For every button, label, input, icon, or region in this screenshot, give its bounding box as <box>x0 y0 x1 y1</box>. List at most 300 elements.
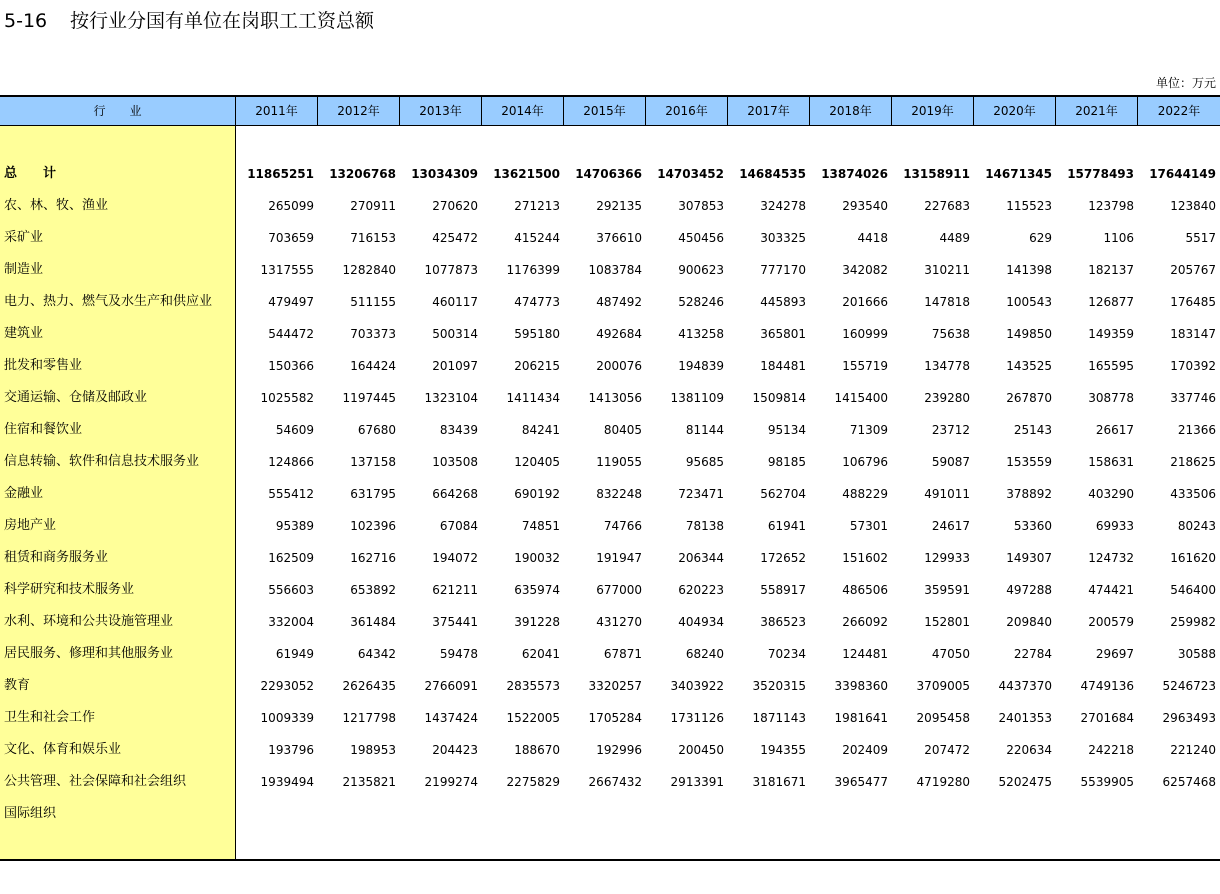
cell-value: 84241 <box>521 423 560 437</box>
cell-value: 83439 <box>439 423 478 437</box>
cell-value: 74851 <box>521 519 560 533</box>
cell-value: 832248 <box>596 487 642 501</box>
cell-value: 161620 <box>1170 551 1216 565</box>
cell-value: 25143 <box>1013 423 1052 437</box>
cell-value: 71309 <box>849 423 888 437</box>
cell-value: 61949 <box>275 647 314 661</box>
cell-value: 202409 <box>842 743 888 757</box>
cell-value: 1217798 <box>342 711 396 725</box>
table-row <box>0 286 1220 318</box>
cell-value: 194839 <box>678 359 724 373</box>
cell-value: 703373 <box>350 327 396 341</box>
row-label: 采矿业 <box>4 230 44 245</box>
cell-value: 129933 <box>924 551 970 565</box>
cell-value: 562704 <box>760 487 806 501</box>
cell-value: 149850 <box>1006 327 1052 341</box>
table-number: 5-16 <box>4 10 48 32</box>
cell-value: 342082 <box>842 263 888 277</box>
cell-value: 332004 <box>268 615 314 629</box>
cell-value: 375441 <box>432 615 478 629</box>
cell-value: 206215 <box>514 359 560 373</box>
cell-value: 445893 <box>760 295 806 309</box>
row-label: 交通运输、仓储及邮政业 <box>4 390 148 405</box>
cell-value: 425472 <box>432 231 478 245</box>
cell-value: 378892 <box>1006 487 1052 501</box>
cell-value: 492684 <box>596 327 642 341</box>
cell-value: 3181671 <box>752 775 806 789</box>
cell-value <box>317 798 399 830</box>
cell-value: 1077873 <box>424 263 478 277</box>
cell-value: 1025582 <box>260 391 314 405</box>
cell-value: 75638 <box>931 327 970 341</box>
cell-value: 376610 <box>596 231 642 245</box>
header-year: 2015年 <box>563 97 645 125</box>
row-label: 信息转输、软件和信息技术服务业 <box>4 454 200 469</box>
header-year: 2014年 <box>481 97 563 125</box>
header-year: 2018年 <box>809 97 891 125</box>
cell-value: 106796 <box>842 455 888 469</box>
cell-value: 621211 <box>432 583 478 597</box>
cell-value: 59478 <box>439 647 478 661</box>
cell-value: 200076 <box>596 359 642 373</box>
cell-value: 164424 <box>350 359 396 373</box>
cell-value: 1413056 <box>588 391 642 405</box>
cell-value: 1437424 <box>424 711 478 725</box>
cell-value: 677000 <box>596 583 642 597</box>
cell-value: 528246 <box>678 295 724 309</box>
cell-value: 403290 <box>1088 487 1134 501</box>
cell-value: 620223 <box>678 583 724 597</box>
cell-value: 1411434 <box>506 391 560 405</box>
cell-value: 271213 <box>514 199 560 213</box>
row-label: 金融业 <box>4 486 44 501</box>
cell-value: 365801 <box>760 327 806 341</box>
cell-value <box>399 798 481 830</box>
cell-value: 433506 <box>1170 487 1216 501</box>
cell-value: 149359 <box>1088 327 1134 341</box>
cell-value: 307853 <box>678 199 724 213</box>
cell-value: 165595 <box>1088 359 1134 373</box>
cell-value: 4437370 <box>998 679 1052 693</box>
cell-value: 115523 <box>1006 199 1052 213</box>
cell-value: 183147 <box>1170 327 1216 341</box>
cell-value: 5517 <box>1185 231 1216 245</box>
table-row <box>0 734 1220 766</box>
cell-value: 664268 <box>432 487 478 501</box>
table-row <box>0 542 1220 574</box>
cell-value <box>481 798 563 830</box>
cell-value: 2199274 <box>424 775 478 789</box>
table-row <box>0 798 1220 830</box>
row-label: 居民服务、修理和其他服务业 <box>4 646 174 661</box>
cell-value: 310211 <box>924 263 970 277</box>
cell-value: 13034309 <box>411 167 478 181</box>
cell-value: 5246723 <box>1162 679 1216 693</box>
header-year: 2013年 <box>399 97 481 125</box>
cell-value: 460117 <box>432 295 478 309</box>
cell-value: 124866 <box>268 455 314 469</box>
cell-value: 487492 <box>596 295 642 309</box>
cell-value: 24617 <box>931 519 970 533</box>
cell-value: 124481 <box>842 647 888 661</box>
cell-value: 386523 <box>760 615 806 629</box>
cell-value: 80243 <box>1177 519 1216 533</box>
cell-value: 182137 <box>1088 263 1134 277</box>
cell-value: 147818 <box>924 295 970 309</box>
cell-value: 61941 <box>767 519 806 533</box>
row-label: 制造业 <box>4 262 44 277</box>
cell-value: 723471 <box>678 487 724 501</box>
cell-value: 62041 <box>521 647 560 661</box>
cell-value: 500314 <box>432 327 478 341</box>
cell-value: 1509814 <box>752 391 806 405</box>
cell-value: 191947 <box>596 551 642 565</box>
cell-value: 293540 <box>842 199 888 213</box>
cell-value: 134778 <box>924 359 970 373</box>
cell-value: 1106 <box>1103 231 1134 245</box>
cell-value: 2135821 <box>342 775 396 789</box>
cell-value: 413258 <box>678 327 724 341</box>
cell-value: 103508 <box>432 455 478 469</box>
cell-value: 53360 <box>1013 519 1052 533</box>
cell-value: 511155 <box>350 295 396 309</box>
table-row <box>0 222 1220 254</box>
cell-value: 149307 <box>1006 551 1052 565</box>
cell-value: 1381109 <box>670 391 724 405</box>
cell-value: 227683 <box>924 199 970 213</box>
cell-value <box>645 798 727 830</box>
cell-value: 1323104 <box>424 391 478 405</box>
cell-value: 67680 <box>357 423 396 437</box>
unit-label: 单位：万元 <box>1155 76 1216 90</box>
cell-value: 359591 <box>924 583 970 597</box>
cell-value: 17644149 <box>1149 167 1216 181</box>
cell-value: 119055 <box>596 455 642 469</box>
cell-value: 81144 <box>685 423 724 437</box>
header-year: 2022年 <box>1137 97 1220 125</box>
cell-value: 95134 <box>767 423 806 437</box>
cell-value: 192996 <box>596 743 642 757</box>
cell-value: 152801 <box>924 615 970 629</box>
row-label: 总 计 <box>4 166 57 181</box>
cell-value: 209840 <box>1006 615 1052 629</box>
cell-value: 102396 <box>350 519 396 533</box>
row-label: 租赁和商务服务业 <box>4 550 109 565</box>
cell-value: 15778493 <box>1067 167 1134 181</box>
cell-value: 270620 <box>432 199 478 213</box>
cell-value: 162716 <box>350 551 396 565</box>
cell-value: 153559 <box>1006 455 1052 469</box>
cell-value: 1871143 <box>752 711 806 725</box>
cell-value: 23712 <box>931 423 970 437</box>
cell-value: 67084 <box>439 519 478 533</box>
cell-value: 3398360 <box>834 679 888 693</box>
cell-value: 14684535 <box>739 167 806 181</box>
cell-value: 4719280 <box>916 775 970 789</box>
cell-value: 900623 <box>678 263 724 277</box>
cell-value: 450456 <box>678 231 724 245</box>
cell-value: 54609 <box>275 423 314 437</box>
cell-value: 474773 <box>514 295 560 309</box>
cell-value: 2626435 <box>342 679 396 693</box>
cell-value: 100543 <box>1006 295 1052 309</box>
cell-value: 1009339 <box>260 711 314 725</box>
cell-value: 653892 <box>350 583 396 597</box>
cell-value: 204423 <box>432 743 478 757</box>
cell-value: 29697 <box>1095 647 1134 661</box>
cell-value: 198953 <box>350 743 396 757</box>
cell-value: 488229 <box>842 487 888 501</box>
table-title: 按行业分国有单位在岗职工工资总额 <box>70 10 375 32</box>
cell-value: 5202475 <box>998 775 1052 789</box>
cell-value: 206344 <box>678 551 724 565</box>
cell-value: 4489 <box>939 231 970 245</box>
cell-value: 188670 <box>514 743 560 757</box>
cell-value: 3965477 <box>834 775 888 789</box>
cell-value: 67871 <box>603 647 642 661</box>
cell-value: 431270 <box>596 615 642 629</box>
cell-value: 3520315 <box>752 679 806 693</box>
cell-value: 474421 <box>1088 583 1134 597</box>
cell-value: 218625 <box>1170 455 1216 469</box>
header-year: 2017年 <box>727 97 809 125</box>
table-row <box>0 766 1220 798</box>
cell-value: 2275829 <box>506 775 560 789</box>
cell-value: 391228 <box>514 615 560 629</box>
cell-value: 190032 <box>514 551 560 565</box>
cell-value: 242218 <box>1088 743 1134 757</box>
cell-value: 361484 <box>350 615 396 629</box>
header-year: 2020年 <box>973 97 1055 125</box>
cell-value: 292135 <box>596 199 642 213</box>
cell-value: 158631 <box>1088 455 1134 469</box>
cell-value: 2963493 <box>1162 711 1216 725</box>
cell-value: 2835573 <box>506 679 560 693</box>
cell-value: 59087 <box>931 455 970 469</box>
cell-value: 2766091 <box>424 679 478 693</box>
cell-value: 2293052 <box>260 679 314 693</box>
row-label: 教育 <box>4 678 31 693</box>
cell-value: 64342 <box>357 647 396 661</box>
cell-value: 162509 <box>268 551 314 565</box>
cell-value: 555412 <box>268 487 314 501</box>
cell-value: 13206768 <box>329 167 396 181</box>
bottom-rule <box>0 859 1220 861</box>
cell-value: 1981641 <box>834 711 888 725</box>
cell-value <box>1137 798 1219 830</box>
cell-value: 30588 <box>1177 647 1216 661</box>
cell-value: 220634 <box>1006 743 1052 757</box>
cell-value: 415244 <box>514 231 560 245</box>
row-label: 国际组织 <box>4 806 57 821</box>
cell-value: 1415400 <box>834 391 888 405</box>
cell-value: 221240 <box>1170 743 1216 757</box>
cell-value: 1282840 <box>342 263 396 277</box>
total-row <box>0 158 1220 190</box>
cell-value: 546400 <box>1170 583 1216 597</box>
cell-value: 3403922 <box>670 679 724 693</box>
cell-value: 404934 <box>678 615 724 629</box>
header-year: 2011年 <box>235 97 317 125</box>
row-label: 批发和零售业 <box>4 358 83 373</box>
cell-value: 3709005 <box>916 679 970 693</box>
row-label: 卫生和社会工作 <box>4 710 96 725</box>
cell-value: 80405 <box>603 423 642 437</box>
cell-value: 124732 <box>1088 551 1134 565</box>
cell-value <box>809 798 891 830</box>
cell-value: 120405 <box>514 455 560 469</box>
cell-value: 151602 <box>842 551 888 565</box>
table-row <box>0 254 1220 286</box>
cell-value: 259982 <box>1170 615 1216 629</box>
cell-value: 95685 <box>685 455 724 469</box>
cell-value: 123840 <box>1170 199 1216 213</box>
table-row <box>0 670 1220 702</box>
cell-value: 193796 <box>268 743 314 757</box>
table-row <box>0 478 1220 510</box>
cell-value: 1731126 <box>670 711 724 725</box>
cell-value: 170392 <box>1170 359 1216 373</box>
row-label: 文化、体育和娱乐业 <box>4 742 122 757</box>
table-row <box>0 414 1220 446</box>
cell-value: 201666 <box>842 295 888 309</box>
cell-value: 13158911 <box>903 167 970 181</box>
cell-value: 57301 <box>849 519 888 533</box>
cell-value: 1317555 <box>260 263 314 277</box>
row-label: 水利、环境和公共设施管理业 <box>4 614 174 629</box>
cell-value: 13621500 <box>493 167 560 181</box>
cell-value: 1705284 <box>588 711 642 725</box>
cell-value: 5539905 <box>1080 775 1134 789</box>
cell-value: 777170 <box>760 263 806 277</box>
cell-value: 3320257 <box>588 679 642 693</box>
cell-value: 497288 <box>1006 583 1052 597</box>
cell-value: 324278 <box>760 199 806 213</box>
table-row <box>0 510 1220 542</box>
cell-value: 239280 <box>924 391 970 405</box>
cell-value: 629 <box>1029 231 1052 245</box>
row-label: 农、林、牧、渔业 <box>4 198 109 213</box>
row-label: 公共管理、社会保障和社会组织 <box>4 774 187 789</box>
row-label: 建筑业 <box>4 326 44 341</box>
cell-value: 74766 <box>603 519 642 533</box>
cell-value <box>235 798 317 830</box>
cell-value: 2667432 <box>588 775 642 789</box>
cell-value: 194355 <box>760 743 806 757</box>
table-row <box>0 702 1220 734</box>
cell-value: 2095458 <box>916 711 970 725</box>
cell-value: 172652 <box>760 551 806 565</box>
cell-value: 1939494 <box>260 775 314 789</box>
cell-value: 201097 <box>432 359 478 373</box>
cell-value: 703659 <box>268 231 314 245</box>
cell-value: 22784 <box>1013 647 1052 661</box>
cell-value: 11865251 <box>247 167 314 181</box>
cell-value: 4749136 <box>1080 679 1134 693</box>
table-row <box>0 606 1220 638</box>
cell-value <box>727 798 809 830</box>
table-row <box>0 382 1220 414</box>
cell-value: 556603 <box>268 583 314 597</box>
cell-value: 194072 <box>432 551 478 565</box>
cell-value: 265099 <box>268 199 314 213</box>
cell-value: 6257468 <box>1162 775 1216 789</box>
cell-value: 14703452 <box>657 167 724 181</box>
cell-value: 14706366 <box>575 167 642 181</box>
cell-value: 14671345 <box>985 167 1052 181</box>
header-industry: 行 业 <box>93 104 142 118</box>
cell-value <box>1055 798 1137 830</box>
cell-value: 267870 <box>1006 391 1052 405</box>
cell-value: 266092 <box>842 615 888 629</box>
cell-value: 1197445 <box>342 391 396 405</box>
cell-value: 123798 <box>1088 199 1134 213</box>
cell-value: 155719 <box>842 359 888 373</box>
cell-value: 78138 <box>685 519 724 533</box>
row-label: 住宿和餐饮业 <box>4 422 83 437</box>
cell-value: 200579 <box>1088 615 1134 629</box>
cell-value: 13874026 <box>821 167 888 181</box>
cell-value: 69933 <box>1095 519 1134 533</box>
header-year: 2021年 <box>1055 97 1137 125</box>
cell-value: 1522005 <box>506 711 560 725</box>
cell-value: 2401353 <box>998 711 1052 725</box>
cell-value: 716153 <box>350 231 396 245</box>
page-title <box>4 6 374 33</box>
cell-value: 1176399 <box>506 263 560 277</box>
cell-value <box>973 798 1055 830</box>
cell-value: 631795 <box>350 487 396 501</box>
cell-value: 47050 <box>931 647 970 661</box>
cell-value <box>563 798 645 830</box>
table-row <box>0 446 1220 478</box>
cell-value: 2913391 <box>670 775 724 789</box>
table-row <box>0 318 1220 350</box>
cell-value: 690192 <box>514 487 560 501</box>
cell-value: 70234 <box>767 647 806 661</box>
cell-value: 486506 <box>842 583 888 597</box>
cell-value: 137158 <box>350 455 396 469</box>
row-label: 房地产业 <box>4 518 57 533</box>
header-year: 2012年 <box>317 97 399 125</box>
cell-value: 95389 <box>275 519 314 533</box>
cell-value: 337746 <box>1170 391 1216 405</box>
cell-value: 205767 <box>1170 263 1216 277</box>
table-row <box>0 350 1220 382</box>
cell-value: 1083784 <box>588 263 642 277</box>
cell-value <box>891 798 973 830</box>
table-header <box>0 97 1220 125</box>
cell-value: 308778 <box>1088 391 1134 405</box>
cell-value: 176485 <box>1170 295 1216 309</box>
cell-value: 303325 <box>760 231 806 245</box>
cell-value: 143525 <box>1006 359 1052 373</box>
cell-value: 26617 <box>1095 423 1134 437</box>
row-label: 科学研究和技术服务业 <box>4 582 135 597</box>
row-label: 电力、热力、燃气及水生产和供应业 <box>4 294 213 309</box>
cell-value: 207472 <box>924 743 970 757</box>
table-row <box>0 638 1220 670</box>
cell-value: 150366 <box>268 359 314 373</box>
header-year: 2019年 <box>891 97 973 125</box>
table-row <box>0 190 1220 222</box>
cell-value: 68240 <box>685 647 724 661</box>
cell-value: 491011 <box>924 487 970 501</box>
cell-value: 270911 <box>350 199 396 213</box>
cell-value: 126877 <box>1088 295 1134 309</box>
cell-value: 184481 <box>760 359 806 373</box>
header-year: 2016年 <box>645 97 727 125</box>
